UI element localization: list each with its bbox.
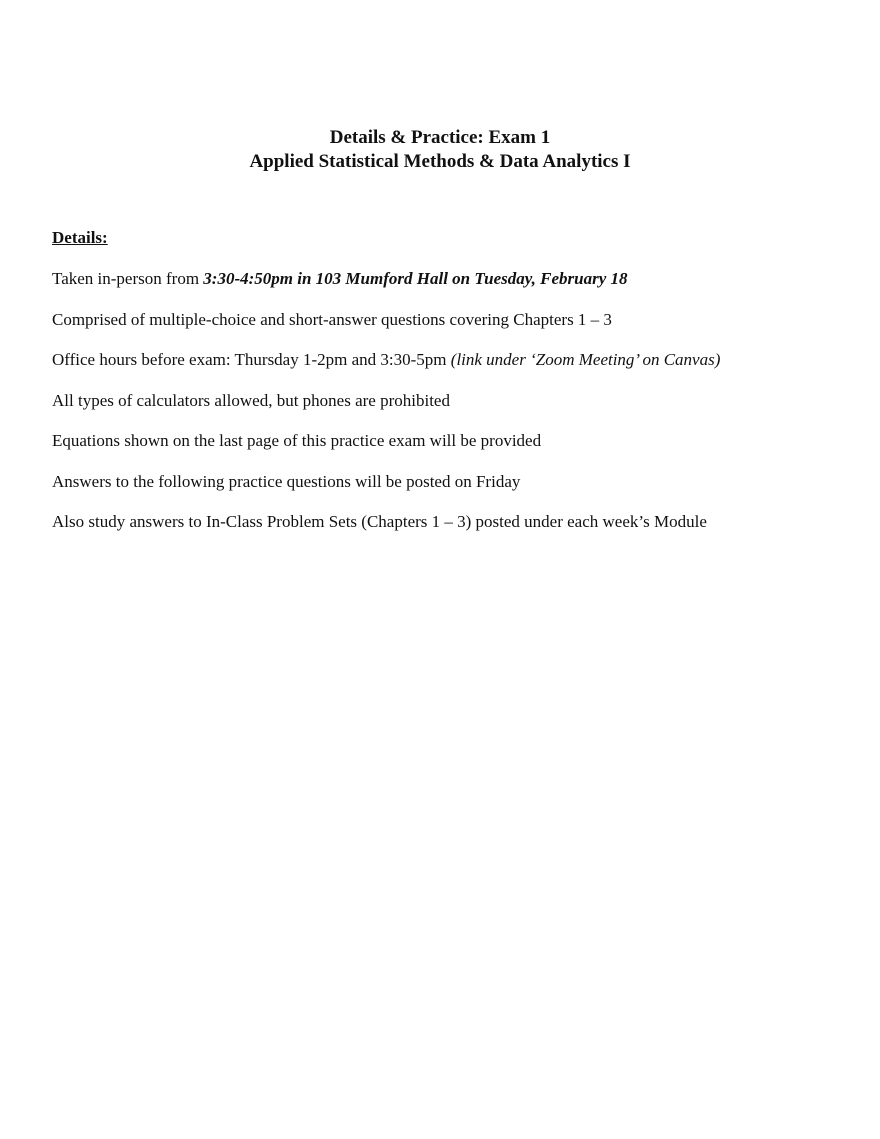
details-heading: Details: [52,228,108,247]
detail-item-study [52,511,707,533]
detail-item-exam-time [52,268,628,290]
detail-text: Taken in-person from [52,269,204,288]
detail-text: All types of calculators allowed, but phones are prohibited [52,391,450,410]
detail-text: Office hours before exam: Thursday 1-2pm and 3:30-5pm [52,350,451,369]
detail-text: Answers to the following practice questions will be posted on Friday [52,472,521,491]
detail-item-office-hours [52,349,720,371]
detail-item-equations [52,430,541,452]
detail-text: Also study answers to In-Class Problem Sets (Chapters 1 – 3) posted under each week’s Module [52,512,707,531]
course-title: Applied Statistical Methods & Data Analytics I [249,151,631,172]
detail-text: Comprised of multiple-choice and short-answer questions covering Chapters 1 – 3 [52,310,612,329]
exam-time-location: 3:30-4:50pm in 103 Mumford Hall on Tuesday, February 18 [203,269,628,288]
detail-item-format [52,309,612,331]
zoom-link-note: (link under ‘Zoom Meeting’ on Canvas) [450,350,721,369]
detail-item-calculators [52,390,450,412]
detail-item-answers [52,471,520,493]
detail-text: Equations shown on the last page of this practice exam will be provided [52,431,542,450]
document-title: Details & Practice: Exam 1 [329,127,551,148]
